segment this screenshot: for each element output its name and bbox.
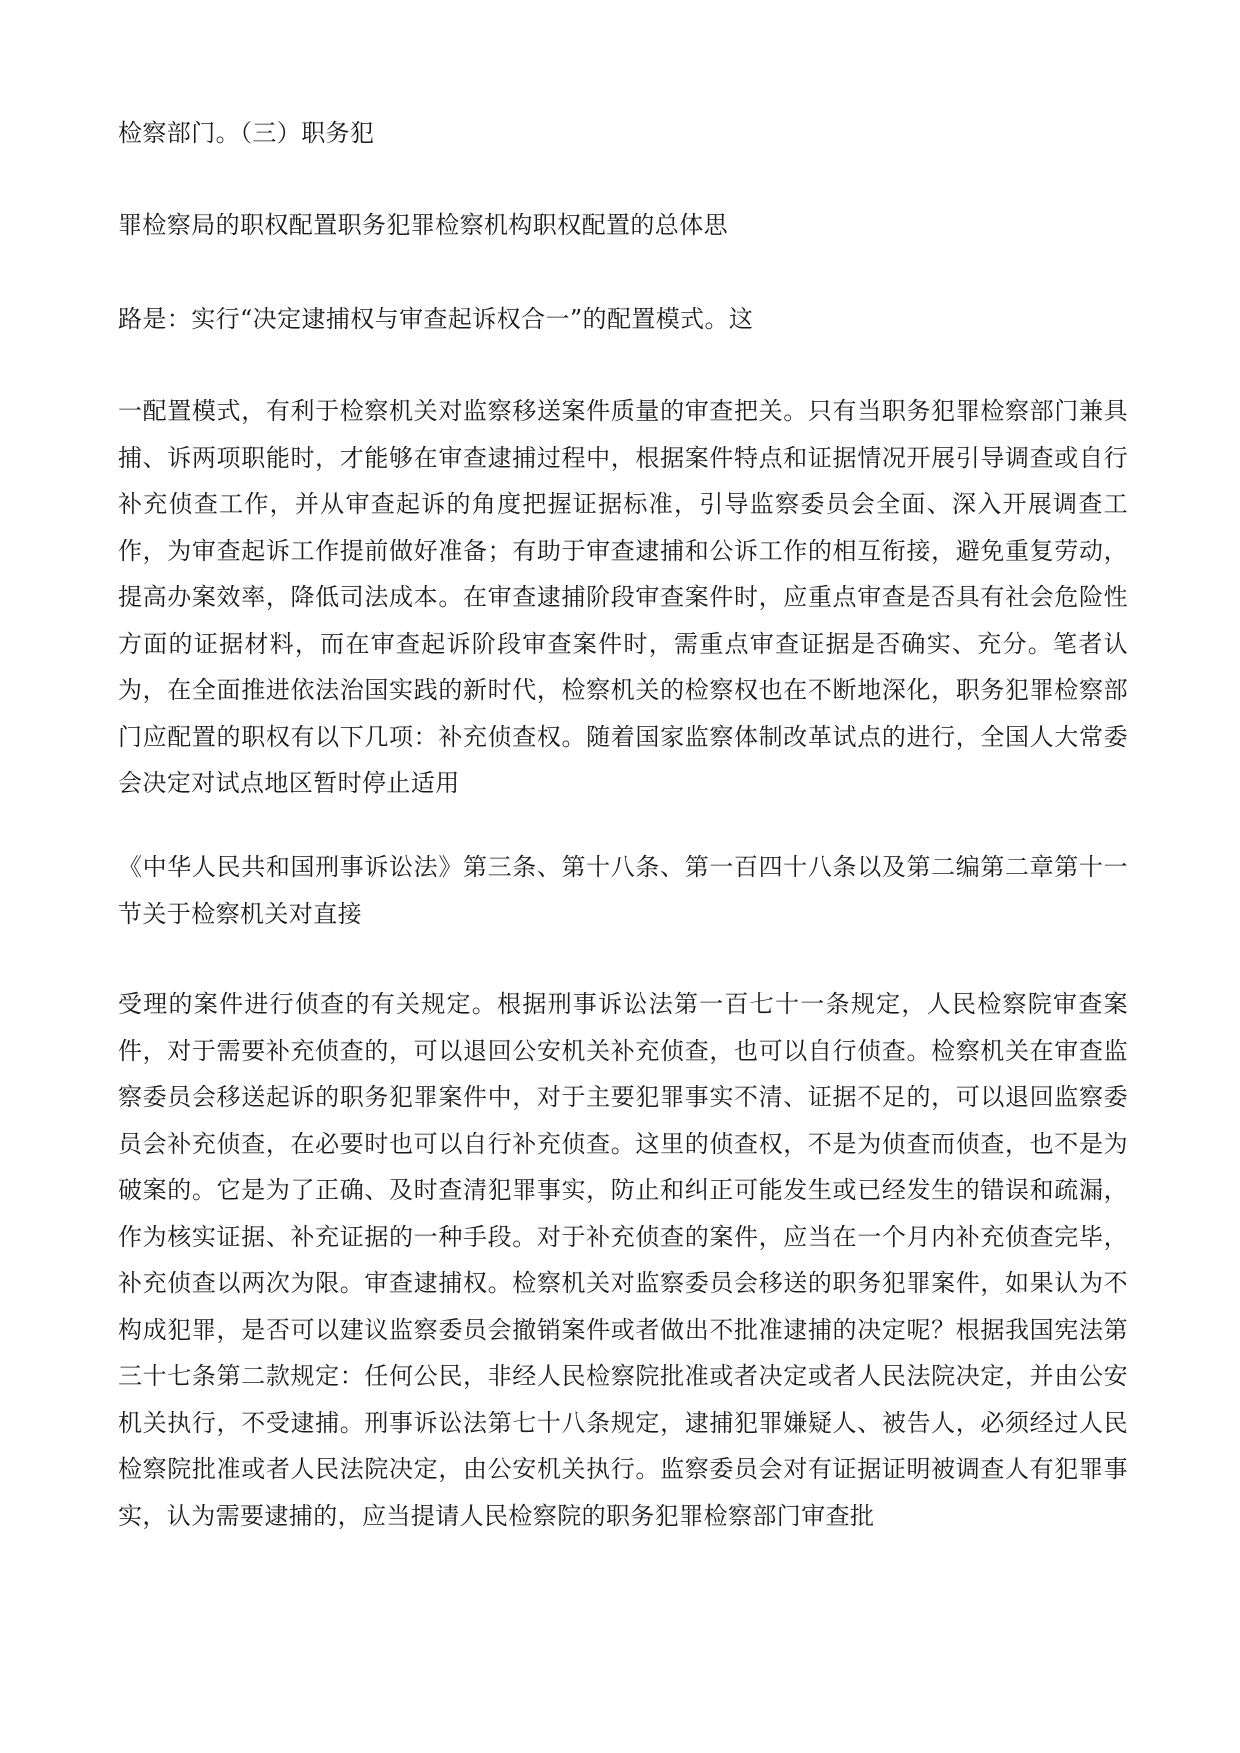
paragraph-1: 检察部门。（三）职务犯	[118, 119, 375, 147]
paragraph-5: 《中华人民共和国刑事诉讼法》第三条、第十八条、第一百四十八条以及第二编第二章第十一节关于检察机关对直接	[118, 853, 1128, 928]
paragraph-4: 一配置模式，有利于检察机关对监察移送案件质量的审查把关。只有当职务犯罪检察部门兼具捕、诉两项职能时，才能够在审查逮捕过程中，根据案件特点和证据情况开展引导调查或自行补充侦查工作，并从审查起诉的角度把握证据标准，引导监察委员会全面、深入开展调查工作，为审查起诉工作提前做好准备；有助于审查逮捕和公诉工作的相互衔接，避免重复劳动，提高办案效率，降低司法成本。在审查逮捕阶段审查案件时，应重点审查是否具有社会危险性方面的证据材料，而在审查起诉阶段审查案件时，需重点审查证据是否确实、充分。笔者认为，在全面推进依法治国实践的新时代，检察机关的检察权也在不断地深化，职务犯罪检察部门应配置的职权有以下几项：补充侦查权。随着国家监察体制改革试点的进行，全国人大常委会决定对试点地区暂时停止适用	[118, 397, 1128, 797]
paragraph-3: 路是：实行“决定逮捕权与审查起诉权合一”的配置模式。这	[118, 305, 754, 333]
paragraph-2: 罪检察局的职权配置职务犯罪检察机构职权配置的总体思	[118, 211, 728, 239]
paragraph-6: 受理的案件进行侦查的有关规定。根据刑事诉讼法第一百七十一条规定，人民检察院审查案件，对于需要补充侦查的，可以退回公安机关补充侦查，也可以自行侦查。检察机关在审查监察委员会移送起诉的职务犯罪案件中，对于主要犯罪事实不清、证据不足的，可以退回监察委员会补充侦查，在必要时也可以自行补充侦查。这里的侦查权，不是为侦查而侦查，也不是为破案的。它是为了正确、及时查清犯罪事实，防止和纠正可能发生或已经发生的错误和疏漏，作为核实证据、补充证据的一种手段。对于补充侦查的案件，应当在一个月内补充侦查完毕，补充侦查以两次为限。审查逮捕权。检察机关对监察委员会移送的职务犯罪案件，如果认为不构成犯罪，是否可以建议监察委员会撤销案件或者做出不批准逮捕的决定呢？根据我国宪法第三十七条第二款规定：任何公民，非经人民检察院批准或者决定或者人民法院决定，并由公安机关执行，不受逮捕。刑事诉讼法第七十八条规定，逮捕犯罪嫌疑人、被告人，必须经过人民检察院批准或者人民法院决定，由公安机关执行。监察委员会对有证据证明被调查人有犯罪事实，认为需要逮捕的，应当提请人民检察院的职务犯罪检察部门审查批	[118, 990, 1128, 1530]
